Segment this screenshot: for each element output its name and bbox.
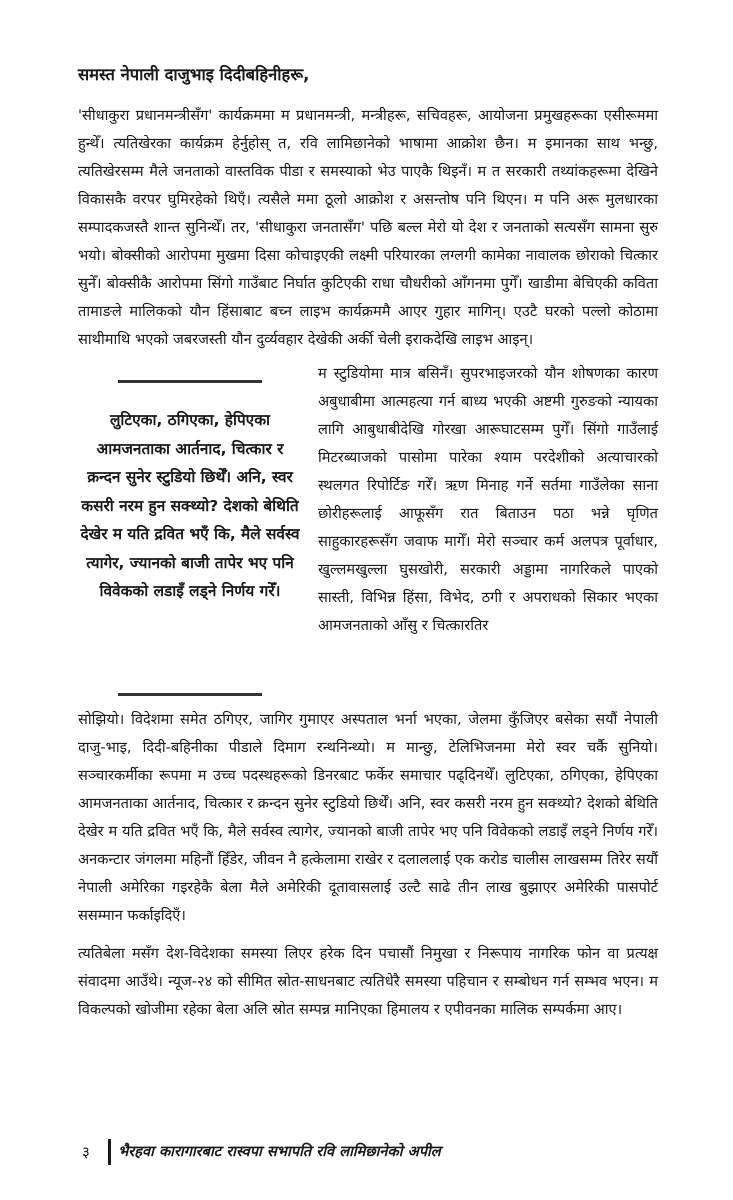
page-number: ३ (82, 1143, 90, 1161)
body-paragraph-1: 'सीधाकुरा प्रधानमन्त्रीसँग' कार्यक्रममा म प्रधानमन्त्री, मन्त्रीहरू, सचिवहरू, आयोजना प्रमुखहरूका एसीरूममा हुन्थेँ। त्यतिखेरका कार्यक्रम हेर्नुहोस् त, रवि लामिछानेको भाषामा आक्रोश छैन। म इमानका साथ भन्छु, त्यतिखेरसम्म मैले जनताको वास्तविक पीडा र समस्याको भेउ पाएकै थिइनँ। म त सरकारी तथ्यांकहरूमा देखिने विकासकै वरपर घुमिरहेको थिएँ। त्यसैले ममा ठूलो आक्रोश र असन्तोष पनि थिएन। म पनि अरू मुलधारका सम्पादकजस्तै शान्त सुनिन्थेँ। तर, 'सीधाकुरा जनतासँग' पछि बल्ल मेरो यो देश र जनताको सत्यसँग सामना सुरु भयो। बोक्सीको आरोपमा मुखमा दिसा कोचाइएकी लक्ष्मी परियारका लग्लगी कामेका नावालक छोराको चित्कार सुनेँ। बोक्सीकै आरोपमा सिंगो गाउँबाट निर्घात कुटिएकी राधा चौधरीको आँगनमा पुगेँ। खाडीमा बेचिएकी कविता तामाङले मालिकको यौन हिंसाबाट बच्न लाइभ कार्यक्रममै आएर गुहार मागिन्। एउटै घरको पल्लो कोठामा साथीमाथि भएको जबरजस्ती यौन दुर्व्यवहार देखेकी अर्की चेली इराकदेखि लाइभ आइन्। (78, 107, 658, 348)
pullquote-section (78, 360, 658, 706)
body-paragraph-2-continued: सोझियो। विदेशमा समेत ठगिएर, जागिर गुमाएर अस्पताल भर्ना भएका, जेलमा कुँजिएर बसेका सयौं नेपाली दाजु-भाइ, दिदी-बहिनीका पीडाले दिमाग रन्थनिन्थ्यो। म मान्छु, टेलिभिजनमा मेरो स्वर चर्कै सुनियो। सञ्चारकर्मीका रूपमा म उच्च पदस्थहरूको डिनरबाट फर्केर समाचार पढ्दिनथेँ। लुटिएका, ठगिएका, हेपिएका आमजनताका आर्तनाद, चित्कार र क्रन्दन सुनेर स्टुडियो छिर्थेँ। अनि, स्वर कसरी नरम हुन सक्थ्यो? देशको बेथिति देखेर म यति द्रवित भएँ कि, मैले सर्वस्व त्यागेर, ज्यानको बाजी तापेर भए पनि विवेकको लडाइँ लड्ने निर्णय गरेँ। अनकन्टार जंगलमा महिनौं हिँडेर, जीवन नै हत्केलामा राखेर र दलाललाई एक करोड चालीस लाखसम्म तिरेर सयौं नेपाली अमेरिका गइरहेकै बेला मैले अमेरिकी दूतावासलाई उल्टै साढे तीन लाख बुझाएर अमेरिकी पासपोर्ट ससम्मान फर्काइदिएँ। (78, 711, 658, 924)
body-paragraph-2-column: म स्टुडियोमा मात्र बसिनँ। सुपरभाइजरको यौन शोषणका कारण अबुधाबीमा आत्महत्या गर्न बाध्य भएकी अष्टमी गुरुङको न्यायका लागि आबुधाबीदेखि गोरखा आरूघाटसम्म पुगेँ। सिंगो गाउँलाई मिटरब्याजको पासोमा पारेका श्याम परदेशीको अत्याचारको स्थलगत रिपोर्टिङ गरेँ। ऋण मिनाह गर्ने सर्तमा गाउँलेका साना छोरीहरूलाई आफूसँग रात बिताउन पठा भन्ने घृणित साहुकारहरूसँग जवाफ मागेँ। मेरो सञ्चार कर्म अलपत्र पूर्वाधार, खुल्लमखुल्ला घुसखोरी, सरकारी अड्डामा नागरिकले पाएको सास्ती, विभिन्न हिंसा, विभेद, ठगी र अपराधको सिकार भएका आमजनताको आँसु र चित्कारतिर (318, 365, 658, 634)
salutation-heading: समस्त नेपाली दाजुभाइ दिदीबहिनीहरू, (78, 65, 310, 84)
document-page (78, 62, 658, 1024)
pullquote-top-rule (118, 380, 262, 383)
body-paragraph-3: त्यतिबेला मसँग देश-विदेशका समस्या लिएर हरेक दिन पचासौं निमुखा र निरूपाय नागरिक फोन वा प्रत्यक्ष संवादमा आउँथे। न्यूज-२४ को सीमित स्रोत-साधनबाट त्यतिधेरै समस्या पहिचान र सम्बोधन गर्न सम्भव भएन। म विकल्पको खोजीमा रहेका बेला अलि स्रोत सम्पन्न मानिएका हिमालय र एपीवनका मालिक सम्पर्कमा आए। (78, 945, 658, 1018)
pullquote-box (78, 360, 300, 706)
footer-divider (108, 1139, 111, 1165)
running-footer-title: भैरहवा कारागारबाट रास्वपा सभापति रवि लामिछानेको अपील (118, 1143, 441, 1160)
pullquote-bottom-rule (118, 693, 262, 696)
page-footer (78, 1137, 658, 1167)
pullquote-text: लुटिएका, ठगिएका, हेपिएका आमजनताका आर्तनाद, चित्कार र क्रन्दन सुनेर स्टुडियो छिर्थेँ। अनि, स्वर कसरी नरम हुन सक्थ्यो? देशको बेथिति देखेर म यति द्रवित भएँ कि, मैले सर्वस्व त्यागेर, ज्यानको बाजी तापेर भए पनि विवेकको लडाइँ लड्ने निर्णय गरेँ। (80, 411, 300, 600)
